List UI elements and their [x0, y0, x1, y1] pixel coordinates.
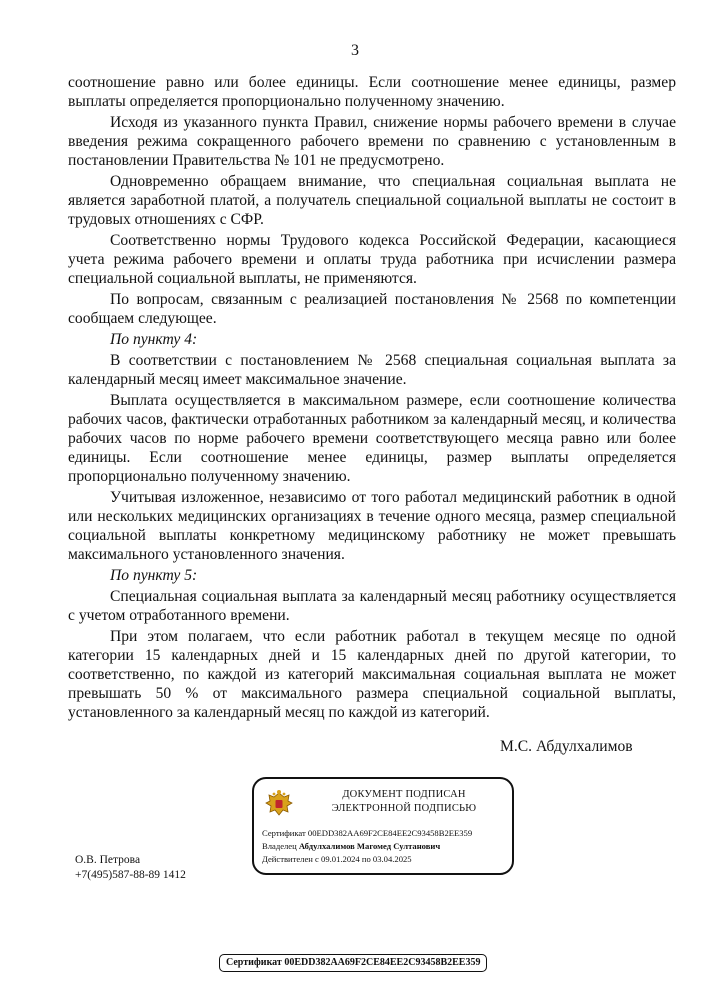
stamp-validity: [262, 854, 412, 864]
stamp-validity-from-word: с: [315, 854, 319, 864]
stamp-certificate-value: 00EDD382AA69F2CE84EE2C93458B2EE359: [307, 828, 473, 838]
signer-name: М.С. Абдулхалимов: [500, 738, 633, 755]
stamp-title: ЭЛЕКТРОННОЙ ПОДПИСЬЮ: [331, 803, 477, 814]
stamp-owner-value: Абдулхалимов Магомед Султанович: [298, 841, 441, 851]
stamp-validity-to-word: по: [361, 854, 371, 864]
subheading-item-4: По пункту 4:: [110, 331, 198, 348]
paragraph: соотношение равно или более единицы. Если соотношение менее единицы, размер выплаты определяется пропорционально полученному значению.: [68, 74, 676, 110]
paragraph: Исходя из указанного пункта Правил, снижение нормы рабочего времени в случае введения режима сокращенного рабочего времени по сравнению с установленным в постановлении Правительства № 101 не предусмотрено.: [68, 114, 676, 169]
footer-certificate: Сертификат 00EDD382AA69F2CE84EE2C93458B2EE359: [219, 954, 487, 972]
stamp-certificate: [262, 828, 472, 838]
stamp-title: ДОКУМЕНТ ПОДПИСАН: [342, 789, 466, 800]
digital-signature-stamp: [252, 777, 514, 875]
executor-phone: +7(495)587-88-89 1412: [75, 869, 186, 881]
paragraph: Выплата осуществляется в максимальном размере, если соотношение количества рабочих часов, фактически отработанных работником за календарный месяц, и количества рабочих часов по норме рабочего времени соответствующего месяца равно или более единицы. Если соотношение менее единицы, размер выплаты определяется пропорционально полученному значению.: [68, 392, 676, 485]
paragraph: В соответствии с постановлением № 2568 специальная социальная выплата за календарный месяц имеет максимальное значение.: [68, 352, 676, 388]
coat-of-arms-icon: [262, 787, 296, 821]
stamp-owner-label: Владелец: [262, 841, 297, 851]
stamp-owner: [262, 841, 440, 851]
paragraph: Одновременно обращаем внимание, что специальная социальная выплата не является заработной платой, а получатель специальной социальной выплаты не состоит в трудовых отношениях с СФР.: [68, 173, 676, 228]
stamp-certificate-label: Сертификат: [262, 828, 306, 838]
paragraph: Специальная социальная выплата за календарный месяц работнику осуществляется с учетом отработанного времени.: [68, 588, 676, 624]
paragraph: По вопросам, связанным с реализацией постановления № 2568 по компетенции сообщаем следующее.: [68, 291, 676, 327]
executor-block: [75, 853, 186, 883]
stamp-valid-to: 03.04.2025: [372, 854, 412, 864]
stamp-valid-from: 09.01.2024: [321, 854, 360, 864]
paragraph: Соответственно нормы Трудового кодекса Российской Федерации, касающиеся учета режима рабочего времени и оплаты труда работника при исчислении размера специальной социальной выплаты, не применяются.: [68, 232, 676, 287]
page-number: 3: [351, 42, 359, 59]
subheading-item-5: По пункту 5:: [110, 567, 198, 584]
paragraph: Учитывая изложенное, независимо от того работал медицинский работник в одной или нескольких медицинских организациях в течение одного месяца, размер специальной социальной выплаты конкретному медицинскому работнику не может превышать максимального установленного значения.: [68, 489, 676, 563]
stamp-validity-label: Действителен: [262, 854, 313, 864]
executor-name: О.В. Петрова: [75, 854, 141, 866]
paragraph: При этом полагаем, что если работник работал в текущем месяце по одной категории 15 календарных дней и 15 календарных дней по другой категории, то соответственно, по каждой из категорий максимальная социальная выплата не может превышать 50 % от максимального размера специальной социальной выплаты, установленного за календарный месяц по каждой из категорий.: [68, 628, 676, 721]
letter-body: [68, 73, 676, 724]
